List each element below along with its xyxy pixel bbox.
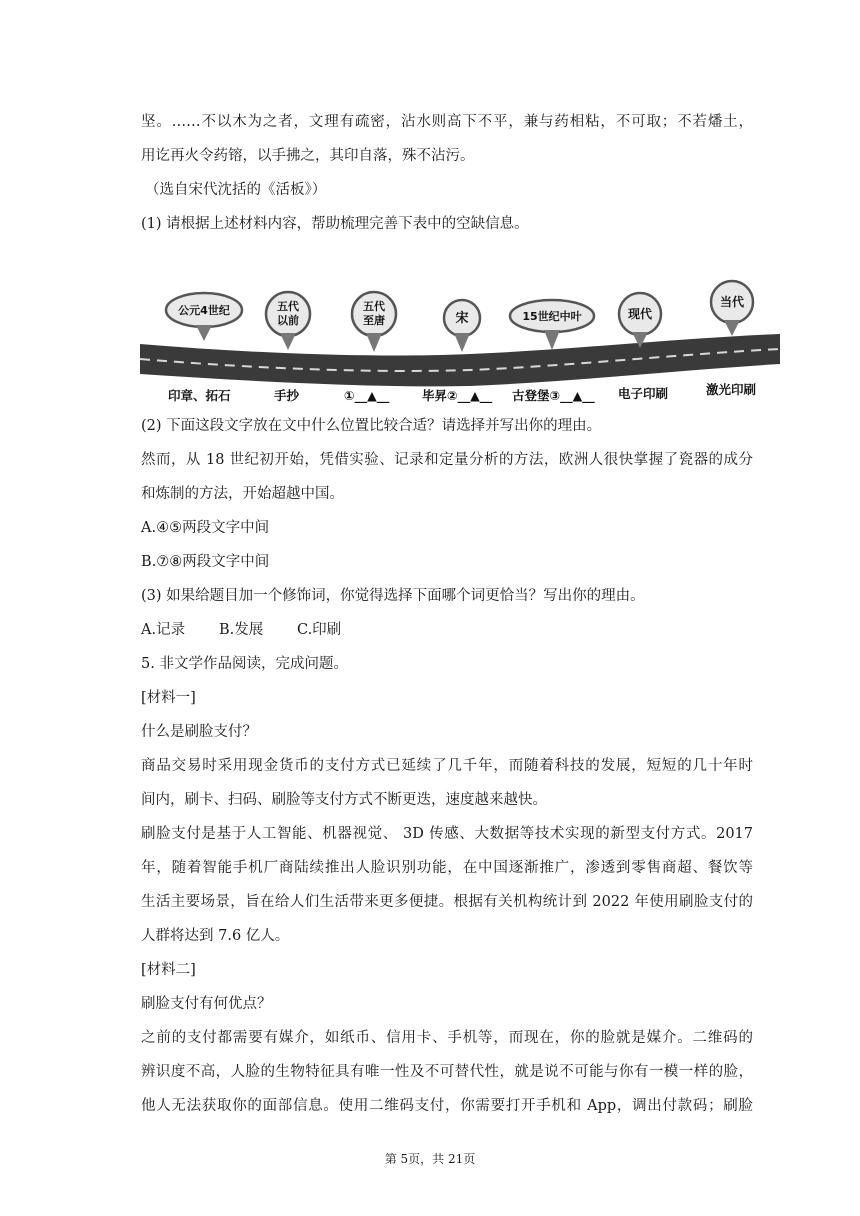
printing-history-timeline (140, 278, 780, 410)
timeline-label: 电子印刷 (618, 386, 669, 401)
pin-marker (711, 281, 753, 336)
pin-marker (444, 300, 480, 352)
paragraph-line: 用讫再火令药镕，以手拂之，其印自落，殊不沾污。 (141, 148, 475, 164)
pin-label: 至唐 (363, 314, 385, 327)
paragraph-line: 和炼制的方法，开始超越中国。 (141, 486, 344, 502)
option-a: A.④⑤两段文字中间 (141, 520, 270, 536)
timeline-label: 毕昇②__▲__ (422, 388, 493, 403)
paragraph-line: 之前的支付都需要有媒介，如纸币、信用卡、手机等，而现在，你的脸就是媒介。二维码的 (141, 1030, 753, 1046)
timeline-label: 手抄 (274, 388, 300, 403)
paragraph-line: 然而，从 18 世纪初开始，凭借实验、记录和定量分析的方法，欧洲人很快掌握了瓷器的成分 (141, 452, 753, 468)
question-1: (1) 请根据上述材料内容，帮助梳理完善下表中的空缺信息。 (141, 216, 529, 232)
pin-label: 公元4世纪 (178, 304, 230, 317)
paragraph-line: 刷脸支付是基于人工智能、机器视觉、 3D 传感、大数据等技术实现的新型支付方式。2017 (141, 826, 753, 842)
paragraph-line: 间内，刷卡、扫码、刷脸等支付方式不断更迭，速度越来越快。 (141, 792, 547, 808)
material-title: 刷脸支付有何优点？ (141, 996, 272, 1012)
question-2: (2) 下面这段文字放在文中什么位置比较合适？请选择并写出你的理由。 (141, 418, 602, 434)
timeline-label: 印章、拓石 (168, 388, 231, 403)
paragraph-line: 生活主要场景，旨在给人们生活带来更多便捷。根据有关机构统计到 2022 年使用刷脸支付的 (141, 894, 753, 910)
paragraph-line: 年，随着智能手机厂商陆续推出人脸识别功能，在中国逐渐推广，渗透到零售商超、餐饮等 (141, 860, 753, 876)
source-citation: （选自宋代沈括的《活板》） (145, 182, 327, 198)
pin-label: 15世纪中叶 (522, 310, 582, 323)
pin-marker (510, 300, 594, 350)
option-a: A.记录 (141, 622, 186, 638)
pin-marker (166, 293, 242, 341)
timeline-label: 古登堡③__▲__ (512, 388, 595, 403)
pin-label: 五代 (363, 300, 385, 313)
pin-marker (352, 292, 396, 352)
paragraph-line: 坚。……不以木为之者，文理有疏密，沾水则高下不平，兼与药相粘，不可取；不若燔土， (141, 114, 753, 130)
option-b: B.发展 (219, 622, 264, 638)
material-title: 什么是刷脸支付？ (141, 724, 257, 740)
timeline-label: 激光印刷 (706, 382, 757, 397)
paragraph-line: 商品交易时采用现金货币的支付方式已延续了几千年，而随着科技的发展，短短的几十年时 (141, 758, 753, 774)
pin-label: 宋 (455, 311, 469, 326)
pin-marker (266, 292, 310, 350)
paragraph-line: 他人无法获取你的面部信息。使用二维码支付，你需要打开手机和 App，调出付款码；刷脸 (141, 1098, 753, 1114)
pin-label: 以前 (277, 314, 299, 327)
pin-label: 五代 (277, 300, 299, 313)
pin-label: 当代 (719, 295, 745, 309)
timeline-label: ①__▲__ (344, 388, 390, 403)
paragraph-line: 人群将达到 7.6 亿人。 (141, 928, 290, 944)
material-heading: [材料一] (141, 690, 196, 706)
question-5: 5. 非文学作品阅读，完成问题。 (141, 656, 348, 672)
paragraph-line: 辨识度不高，人脸的生物特征具有唯一性及不可替代性，就是说不可能与你有一模一样的脸， (141, 1064, 753, 1080)
option-c: C.印刷 (297, 622, 342, 638)
pin-marker (619, 293, 661, 348)
pin-label: 现代 (627, 307, 653, 321)
option-b: B.⑦⑧两段文字中间 (141, 554, 270, 570)
page-footer: 第 5页，共 21页 (384, 1152, 476, 1166)
question-3: (3) 如果给题目加一个修饰词，你觉得选择下面哪个词更恰当？写出你的理由。 (141, 588, 645, 604)
material-heading: [材料二] (141, 962, 196, 978)
